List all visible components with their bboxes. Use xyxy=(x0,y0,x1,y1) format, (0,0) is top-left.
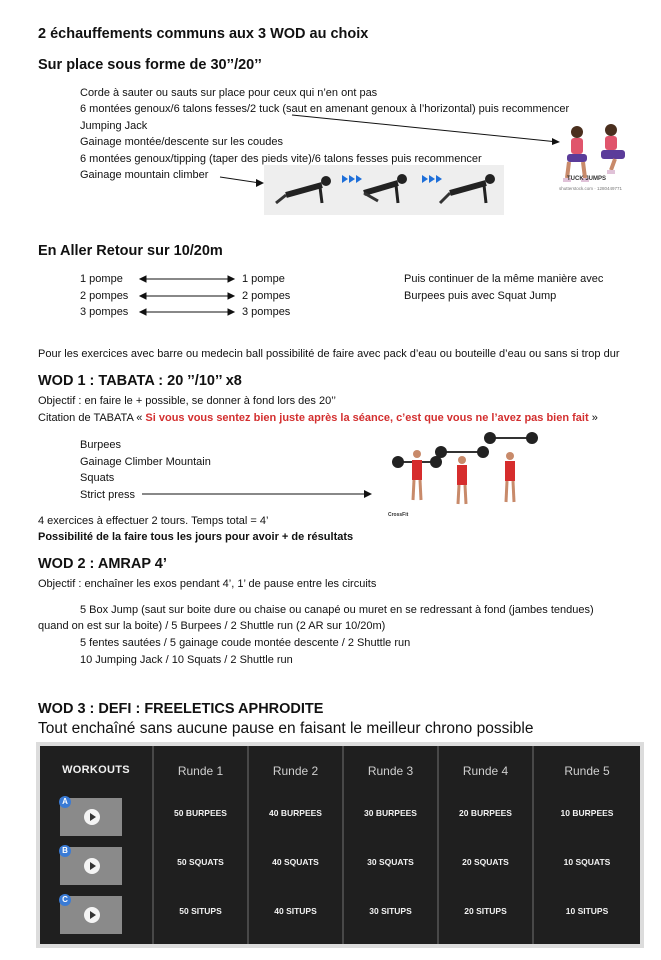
wod2-line: 5 Box Jump (saut sur boite dure ou chaise ou canapé ou muret en se redressant à fond (jambes tendues) xyxy=(80,604,594,616)
barre-note: Pour les exercices avec barre ou medecin ball possibilité de faire avec pack d’eau ou bouteille d’eau ou sans si trop dur xyxy=(38,348,620,360)
pompe-left: 3 pompes xyxy=(80,306,129,318)
double-arrows xyxy=(138,274,238,320)
tuck-caption: TUCK JUMPS xyxy=(567,176,607,182)
wod1-summary: 4 exercices à effectuer 2 tours. Temps total = 4’ xyxy=(38,515,269,527)
row-badge: A xyxy=(59,796,71,808)
sur-place-item: Gainage montée/descente sur les coudes xyxy=(80,136,284,148)
wod2-heading: WOD 2 : AMRAP 4’ xyxy=(38,556,167,572)
play-icon[interactable] xyxy=(84,858,100,874)
aller-retour-heading: En Aller Retour sur 10/20m xyxy=(38,243,223,259)
wod3-subtitle: Tout enchaîné sans aucune pause en faisant le meilleur chrono possible xyxy=(38,720,534,737)
pompe-left: 2 pompes xyxy=(80,290,129,302)
wod2-line: quand on est sur la boite) / 5 Burpees / 2 Shuttle run (2 AR sur 10/20m) xyxy=(38,620,386,632)
wod1-exercise: Squats xyxy=(80,472,115,484)
pompe-right: 1 pompe xyxy=(242,273,285,285)
wod3-heading: WOD 3 : DEFI : FREELETICS APHRODITE xyxy=(38,701,324,717)
wod1-objectif: Objectif : en faire le + possible, se donner à fond lors des 20’’ xyxy=(38,395,336,407)
reps-cell: 40 BURPEES xyxy=(269,808,322,818)
figure-label: CrossFit xyxy=(388,512,409,518)
sur-place-item: 6 montées genoux/6 talons fesses/2 tuck (saut en amenant genoux à l’horizontal) puis recommencer xyxy=(80,103,570,115)
round-header: Runde 5 xyxy=(564,764,610,778)
reps-cell: 30 SITUPS xyxy=(369,906,412,916)
pompe-right: 3 pompes xyxy=(242,306,291,318)
tuck-jumps-illustration xyxy=(555,120,635,210)
sur-place-item: Corde à sauter ou sauts sur place pour ceux qui n’en ont pas xyxy=(80,87,378,99)
workouts-header: WORKOUTS xyxy=(62,764,130,776)
reps-cell: 40 SQUATS xyxy=(272,857,319,867)
reps-cell: 30 SQUATS xyxy=(367,857,414,867)
tuck-arrow xyxy=(290,112,570,152)
reps-cell: 50 SITUPS xyxy=(179,906,222,916)
citation-prefix: Citation de TABATA « xyxy=(38,412,146,424)
sur-place-item: Gainage mountain climber xyxy=(80,169,209,181)
wod2-objectif: Objectif : enchaîner les exos pendant 4’, 1’ de pause entre les circuits xyxy=(38,578,377,590)
sur-place-heading: Sur place sous forme de 30’’/20’’ xyxy=(38,57,262,73)
wod1-bold-note: Possibilité de la faire tous les jours pour avoir + de résultats xyxy=(38,531,354,543)
wod2-line: 5 fentes sautées / 5 gainage coude montée descente / 2 Shuttle run xyxy=(80,637,411,649)
reps-cell: 20 BURPEES xyxy=(459,808,512,818)
play-icon[interactable] xyxy=(84,907,100,923)
aller-retour-note: Burpees puis avec Squat Jump xyxy=(404,290,557,302)
reps-cell: 50 BURPEES xyxy=(174,808,227,818)
round-header: Runde 1 xyxy=(177,764,224,778)
reps-cell: 10 SQUATS xyxy=(563,857,611,867)
wod1-exercise: Gainage Climber Mountain xyxy=(80,456,211,468)
wod1-heading: WOD 1 : TABATA : 20 ’’/10’’ x8 xyxy=(38,373,242,389)
pompe-left: 1 pompe xyxy=(80,273,123,285)
pompe-right: 2 pompes xyxy=(242,290,291,302)
play-icon[interactable] xyxy=(84,809,100,825)
strict-press-illustration xyxy=(386,430,546,520)
wod2-line: 10 Jumping Jack / 10 Squats / 2 Shuttle run xyxy=(80,654,293,666)
strict-press-arrow xyxy=(140,489,376,501)
row-badge: C xyxy=(59,894,71,906)
wod1-citation xyxy=(38,410,598,427)
reps-cell: 10 SITUPS xyxy=(565,906,609,916)
tuck-credit: shutterstock.com · 1280449771 xyxy=(559,186,623,191)
reps-cell: 10 BURPEES xyxy=(560,808,614,818)
reps-cell: 30 BURPEES xyxy=(364,808,417,818)
workouts-table xyxy=(36,742,644,948)
page-title: 2 échauffements communs aux 3 WOD au choix xyxy=(38,26,369,42)
reps-cell: 20 SQUATS xyxy=(462,857,509,867)
reps-cell: 20 SITUPS xyxy=(464,906,507,916)
reps-cell: 50 SQUATS xyxy=(177,857,224,867)
round-header: Runde 2 xyxy=(272,764,319,778)
sur-place-item: Jumping Jack xyxy=(80,120,148,132)
mountain-climber-illustration xyxy=(264,165,504,215)
aller-retour-note: Puis continuer de la même manière avec xyxy=(404,273,604,285)
wod1-exercise: Strict press xyxy=(80,489,136,501)
wod1-exercise: Burpees xyxy=(80,439,121,451)
round-header: Runde 4 xyxy=(462,764,509,778)
mountain-arrow xyxy=(218,174,268,188)
citation-text: Si vous vous sentez bien juste après la séance, c’est que vous ne l’avez pas bien fait xyxy=(145,412,589,424)
sur-place-item: 6 montées genoux/tipping (taper des pieds vite)/6 talons fesses puis recommencer xyxy=(80,153,482,165)
citation-suffix: » xyxy=(588,412,598,424)
round-header: Runde 3 xyxy=(367,764,414,778)
row-badge: B xyxy=(59,845,71,857)
reps-cell: 40 SITUPS xyxy=(274,906,317,916)
